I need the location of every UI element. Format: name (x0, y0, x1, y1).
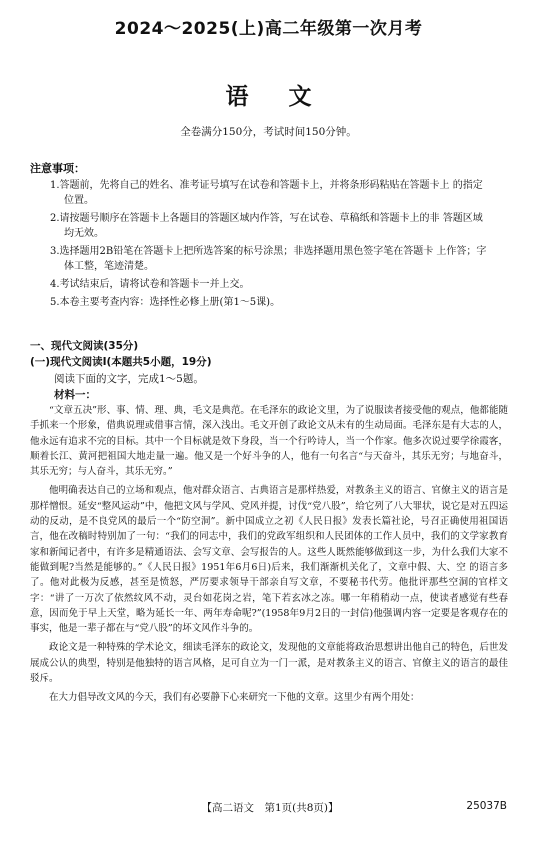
note-item: 1.答题前，先将自己的姓名、准考证号填写在试卷和答题卡上，并将条形码粘贴在答题卡上 的指定位置。 (50, 180, 483, 206)
passage-paragraph: 在大力倡导改文风的今天，我们有必要静下心来研究一下他的文章。这里少有两个用处： (49, 692, 420, 704)
subject-title: 语文 (225, 84, 352, 110)
notes-heading: 注意事项： (30, 162, 85, 175)
material-label: 材料一： (54, 389, 96, 401)
page-number: 【高二语文 第1页(共8页)】 (201, 802, 339, 814)
reading-instruction: 阅读下面的文字，完成1～5题。 (54, 373, 204, 385)
note-item: 4.考试结束后，请将试卷和答题卡一并上交。 (50, 279, 250, 290)
passage-paragraph: 政论文是一种特殊的学术论文，细读毛泽东的政论文，发现他的文章能将政治思想讲出他自己的特色，后世发展成公认的典型，特别是他独特的语言风格，足可自立为一门一派，是对教条主义的语言、官僚主义的语言的最佳驳斥。 (30, 642, 508, 685)
note-item: 5.本卷主要考查内容：选择性必修上册(第1～5课)。 (50, 297, 281, 308)
passage-paragraph: “文章五决”形、事、情、理、典，毛文是典范。在毛泽东的政论文里，为了说服读者接受他的观点，他都能随手抓来一个形象，借典说理或借事言情，深入浅出。毛文开创了政论文从未有的生动局面。毛泽东是有大志的人，他永远有追求不完的目标。其中一个目标就是效下身段，当一个行吟诗人，当一个作家。他多次说过要学徐霞客，顺着长江、黄河把祖国大地走量一遍。他又是一个好斗争的人，他有一句名言“与天奋斗，其乐无穷；与地奋斗，其乐无穷；与人奋斗，其乐无穷。” (30, 405, 508, 478)
notes-list (50, 178, 490, 313)
paper-code: 25037B (466, 800, 507, 812)
subsection-heading: (一)现代文阅读Ⅰ(本题共5小题，19分) (30, 356, 212, 368)
passage-body (30, 403, 508, 710)
exam-title: 2024～2025(上)高二年级第一次月考 (114, 19, 423, 39)
note-item: 3.选择题用2B铅笔在答题卡上把所选答案的标号涂黑；非选择题用黑色签字笔在答题卡 上作答；字体工整，笔迹清楚。 (50, 246, 487, 272)
note-item: 2.请按题号顺序在答题卡上各题目的答题区域内作答，写在试卷、草稿纸和答题卡上的非 答题区域均无效。 (50, 213, 483, 239)
passage-paragraph: 他明确表达自己的立场和观点，他对群众语言、古典语言是那样热爱，对教条主义的语言、官僚主义的语言是那样憎恨。延安“整风运动”中，他把文风与学风、党风并提，讨伐“党八股”，给它列了八大罪状，说它是对五四运动的反动，是不良党风的最后一个“防空洞”。新中国成立之初《人民日报》发表长篇社论，号召正确使用祖国语言，他在改稿时特别加了一句：“我们的同志中，我们的党政军组织和人民团体的工作人员中，我们的文学家教育家和新闻记者中，有许多是精通语法、会写文章、会写报告的人。这些人既然能够做到这一步，为什么我们大家不能做到呢?当然是能够的。”《人民日报》1951年6月6日)后来，我们渐渐机关化了，文章中假、大、空 的语言多了。他对此极为反感，甚至是愤怒，严厉要求领导干部亲自写文章，不要秘书代劳。他批评那些空洞的官样文字：“讲了一万次了依然纹风不动，灵台如花岗之岩，笔下若玄冰之冻。哪一年稍稍动一点，使读者感觉有些春意，因而免于早上天堂，略为延长一年、两年寿命呢?”(1958年9月2日的一封信)他强调内容一定要是客观存在的事实，他是一辈子都在与“党八股”的坏文风作斗争的。 (30, 485, 508, 635)
exam-meta: 全卷满分150分，考试时间150分钟。 (180, 126, 357, 138)
section-heading: 一、现代文阅读(35分) (30, 340, 139, 352)
